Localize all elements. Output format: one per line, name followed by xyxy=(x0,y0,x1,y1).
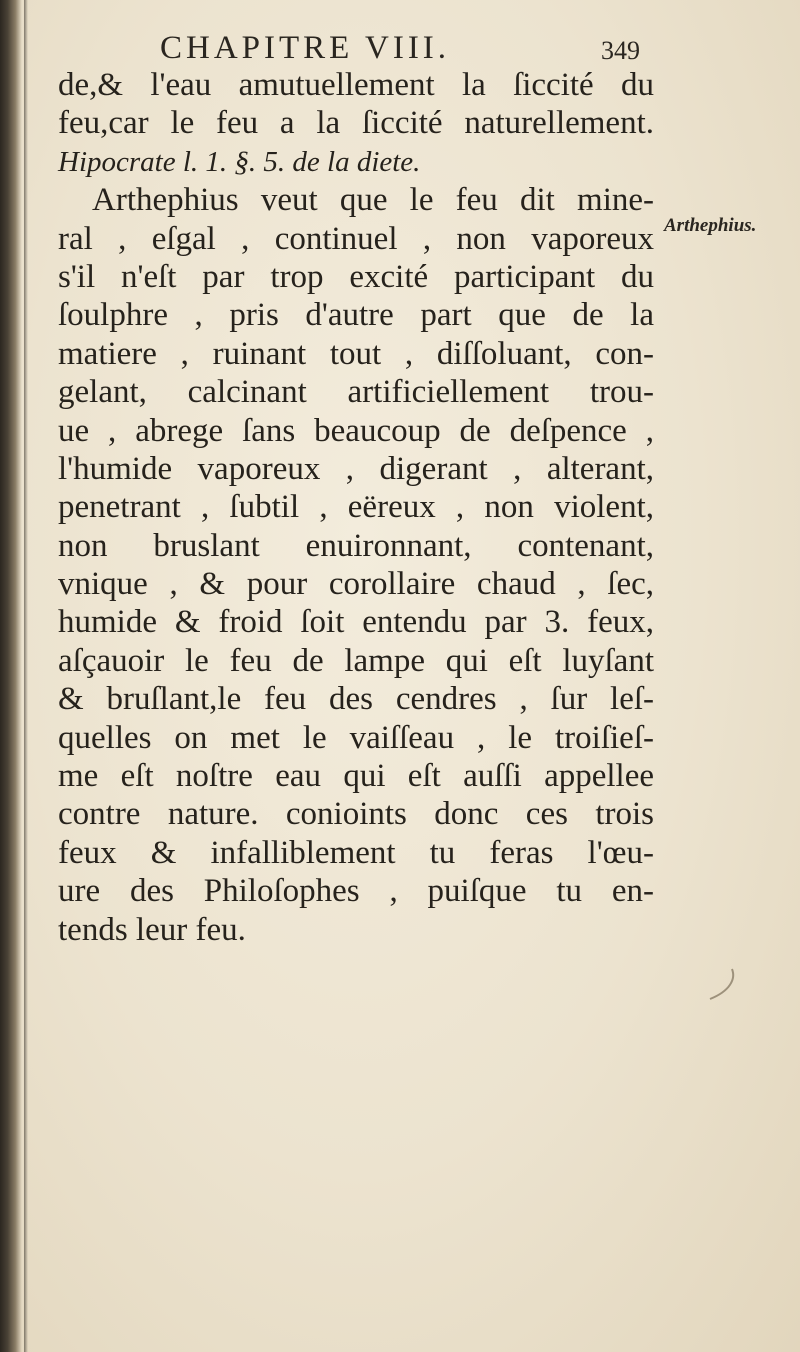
text-line: matiere , ruinant tout , diſſoluant, con- xyxy=(58,335,654,372)
text-line: feux & infalliblement tu feras l'œu- xyxy=(58,834,654,871)
chapter-title: CHAPITRE VIII. xyxy=(160,30,451,66)
text-line: tends leur feu. xyxy=(58,911,246,948)
margin-note: Arthephius. xyxy=(664,215,757,236)
binding-edge xyxy=(0,0,22,1352)
text-line: ure des Philoſophes , puiſque tu en- xyxy=(58,873,654,910)
text-line: s'il n'eſt par trop excité participant du xyxy=(58,258,654,295)
ink-mark xyxy=(700,965,740,1005)
text-line: penetrant , ſubtil , eëreux , non violent, xyxy=(58,489,654,526)
text-line: l'humide vaporeux , digerant , alterant, xyxy=(58,450,654,487)
citation-line: Hipocrate l. 1. §. 5. de la diete. xyxy=(58,145,421,178)
binding-shadow xyxy=(24,0,28,1352)
text-line: humide & froid ſoit entendu par 3. feux, xyxy=(58,604,654,641)
text-line: gelant, calcinant artificiellement trou- xyxy=(58,374,654,411)
body-text xyxy=(58,66,654,949)
text-line: aſçauoir le feu de lampe qui eſt luyſant xyxy=(58,642,654,679)
text-line: feu,car le feu a la ſiccité naturellement. xyxy=(58,105,654,142)
text-line: non bruslant enuironnant, contenant, xyxy=(58,527,654,564)
text-line: contre nature. conioints donc ces trois xyxy=(58,796,654,833)
text-line: quelles on met le vaiſſeau , le troiſieſ- xyxy=(58,719,654,756)
text-line: & bruſlant,le feu des cendres , ſur leſ- xyxy=(58,681,654,718)
text-line: ſoulphre , pris d'autre part que de la xyxy=(58,297,654,334)
text-line: ral , eſgal , continuel , non vaporeux xyxy=(58,220,654,257)
page-number: 349 xyxy=(601,36,640,65)
text-line: me eſt noſtre eau qui eſt auſſi appellee xyxy=(58,758,654,795)
text-line: ue , abrege ſans beaucoup de deſpence , xyxy=(58,412,654,449)
text-line: Arthephius veut que le feu dit mine- xyxy=(92,182,654,219)
text-line: vnique , & pour corollaire chaud , ſec, xyxy=(58,566,654,603)
text-line: de,& l'eau amutuellement la ſiccité du xyxy=(58,67,654,103)
